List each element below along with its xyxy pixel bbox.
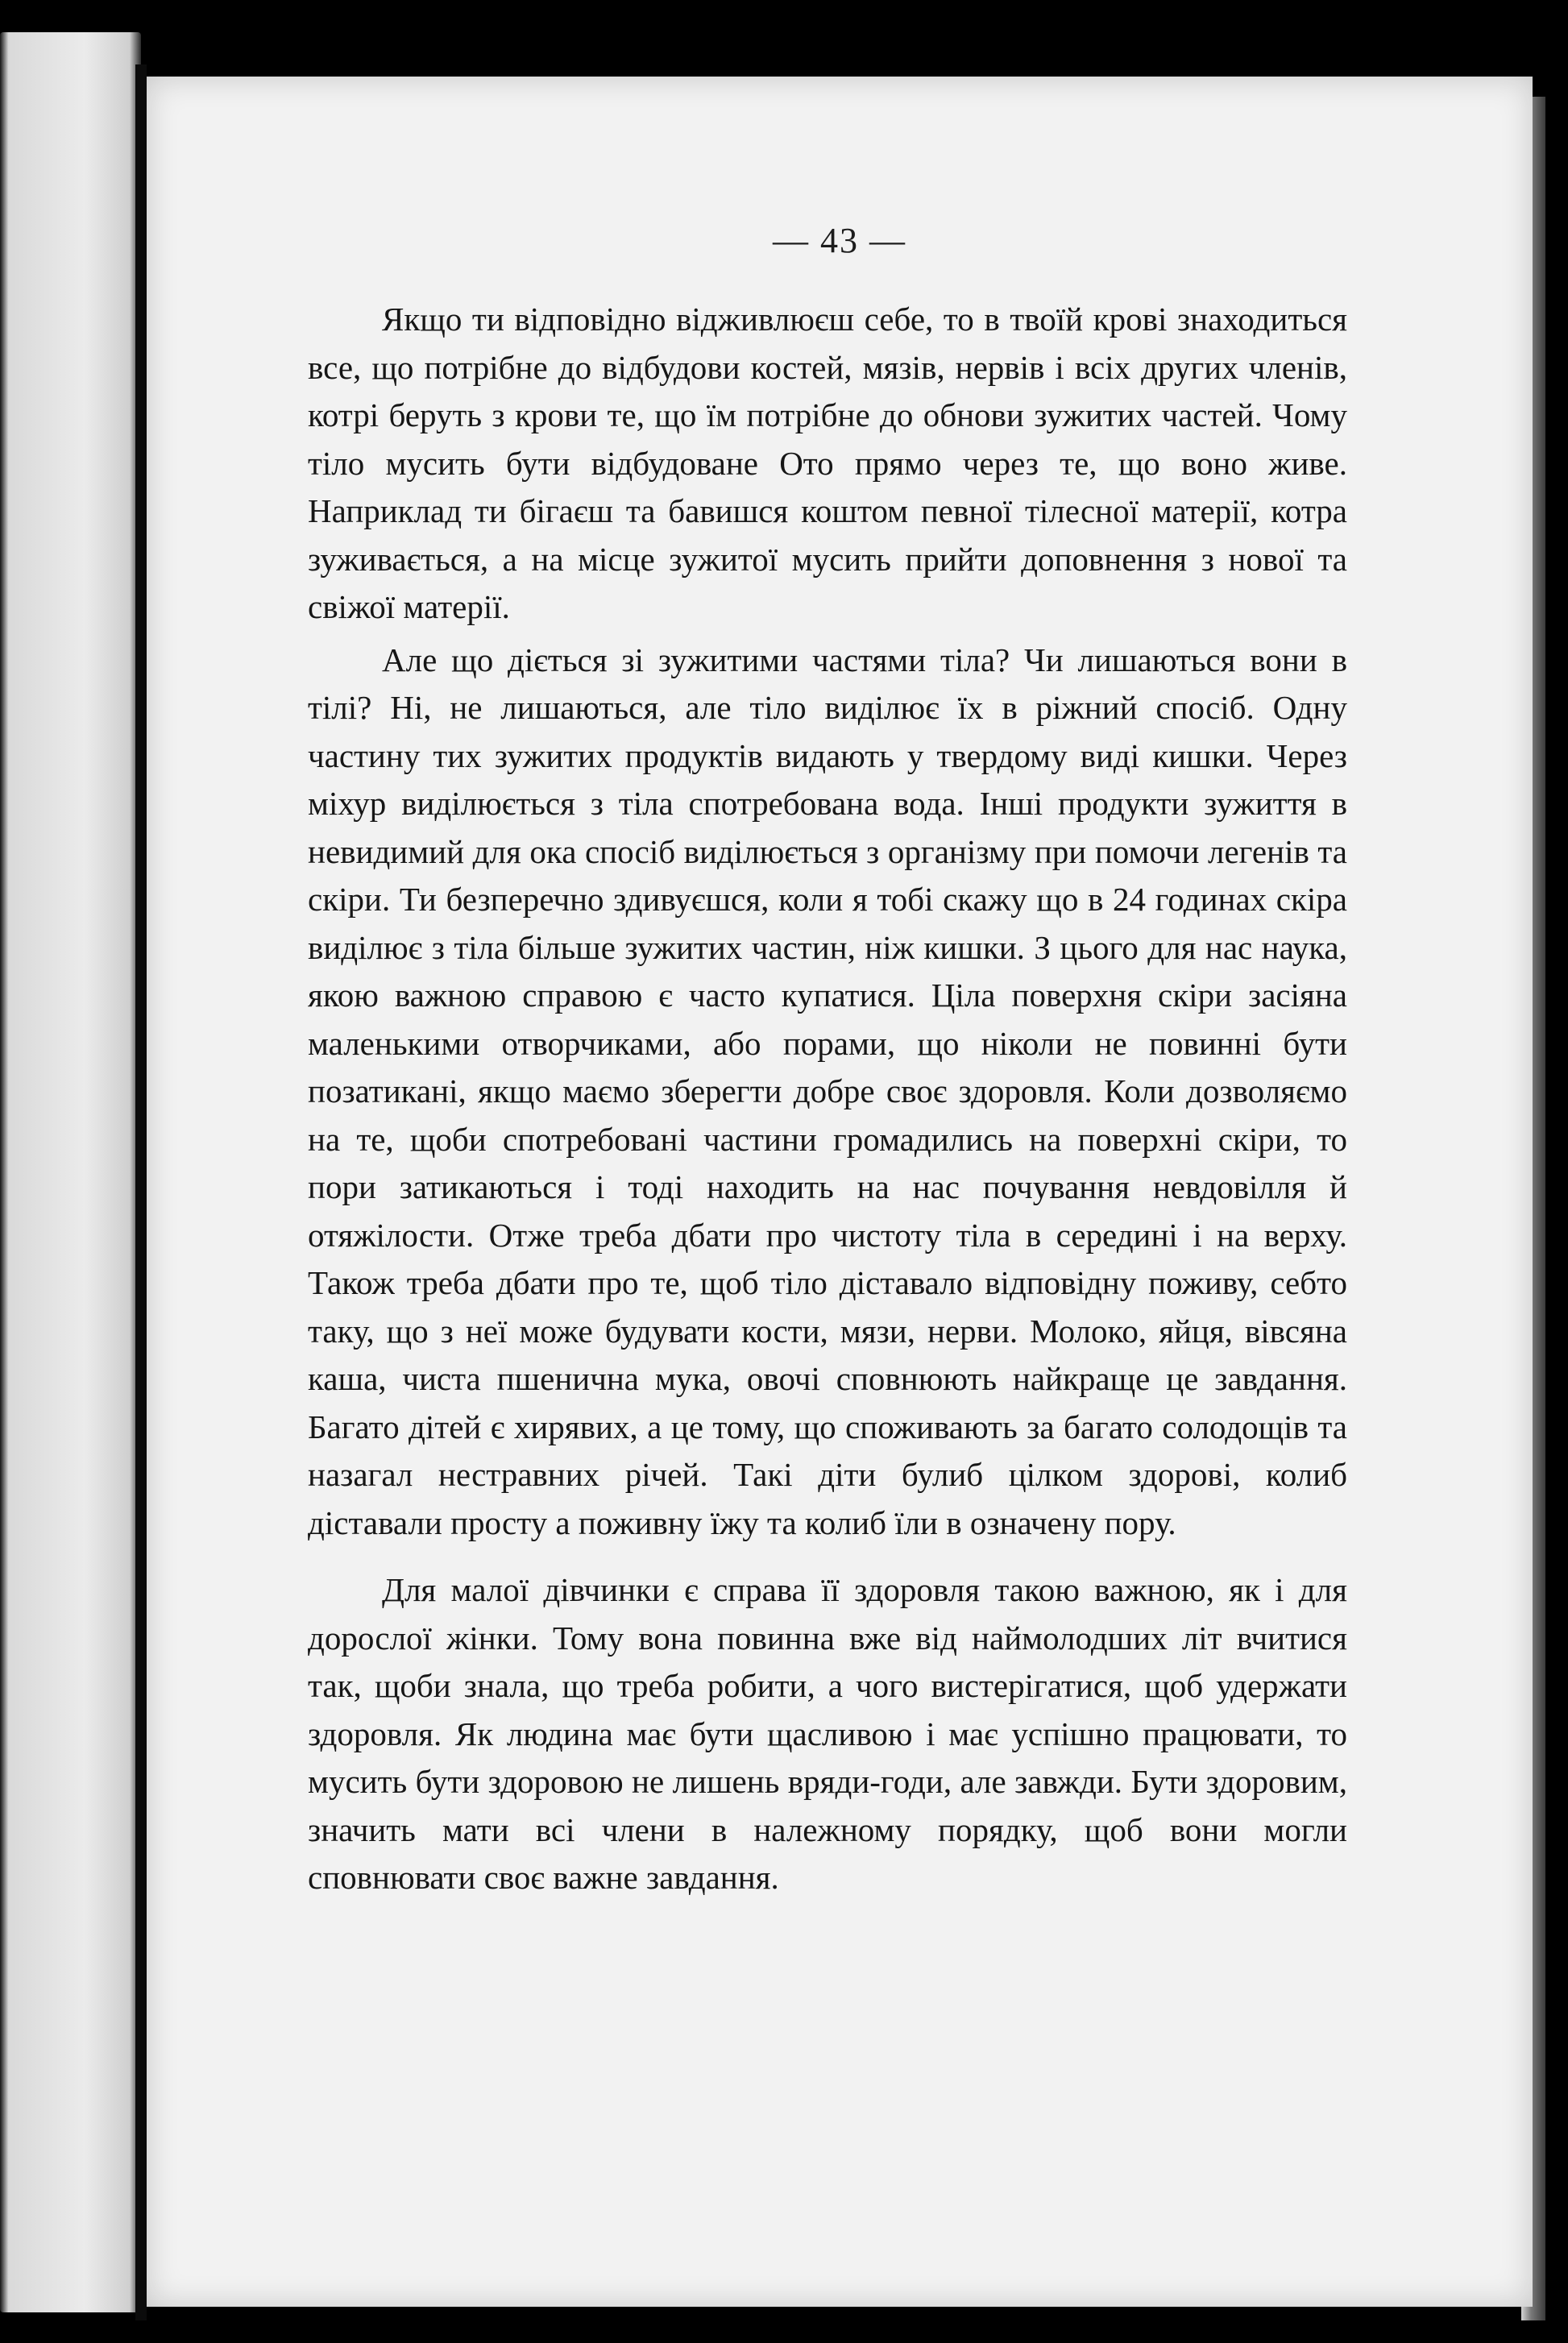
left-page-edge xyxy=(0,32,141,2312)
book-page xyxy=(147,77,1533,2307)
paragraph-1: Якщо ти відповідно відживлюєш себе, то в твоїй крові знаходиться все, що потрібне до відбудови костей, мязів, нервів і всіх других членів, котрі беруть з крови те, що їм потрібне до обнови зужитих частей. Чому тіло мусить бути відбудоване Ото прямо через те, що воно живе. Наприклад ти бігаєш та бавишся коштом певної тілесної матерії, котра зуживається, а на місце зужитої мусить прийти доповнення з нової та свіжої матерії. xyxy=(308,301,1347,625)
paragraph-3: Для малої дівчинки є справа її здоровля такою важною, як і для дорослої жінки. Тому вона повинна вже від наймолодших літ вчитися так, щоби знала, що треба робити, а чого вистерігатися, щоб удержати здоровля. Як людина має бути щасливою і має успішно працювати, то мусить бути здоровою не лишень вряди-годи, але завжди. Бути здоровим, значить мати всі члени в належному порядку, щоб вони могли сповнювати своє важне завдання. xyxy=(308,1571,1347,1896)
page-number: — 43 — xyxy=(773,221,906,260)
paragraph-2: Але що діється зі зужитими частями тіла? Чи лишаються вони в тілі? Ні, не лишаються, але тіло виділює їх в ріжний спосіб. Одну частину тих зужитих продуктів видають у твердому виді кишки. Через міхур виділюється з тіла спотребована вода. Інші продукти зужиття в невидимий для ока спосіб виділюється з організму при помочи легенів та скіри. Ти безперечно здивуєшся, коли я тобі скажу що в 24 годинах скіра виділює з тіла більше зужитих частин, ніж кишки. З цього для нас наука, якою важною справою є часто купатися. Ціла поверхня скіри засіяна маленькими отворчиками, або порами, що ніколи не повинні бути позатикані, якщо маємо зберегти добре своє здоровля. Коли дозволяємо на те, щоби спотребовані частини громадились на поверхні скіри, то пори затикаються і тоді находить на нас почування невдовілля й отяжілости. Отже треба дбати про чистоту тіла в середині і на верху. Також треба дбати про те, щоб тіло діставало відповідну поживу, себто таку, що з неї може будувати кости, мязи, нерви. Молоко, яйця, вівсяна каша, чиста пшенична мука, овочі сповнюють найкраще це завдання. Багато дітей є хирявих, а це тому, що споживають за багато солодощів та назагал нестравних річей. Такі діти булиб цілком здорові, колиб діставали просту а поживну їжу та колиб їли в означену пору. xyxy=(308,641,1347,1541)
page-body xyxy=(308,296,1347,1902)
book-spine xyxy=(135,64,147,2320)
